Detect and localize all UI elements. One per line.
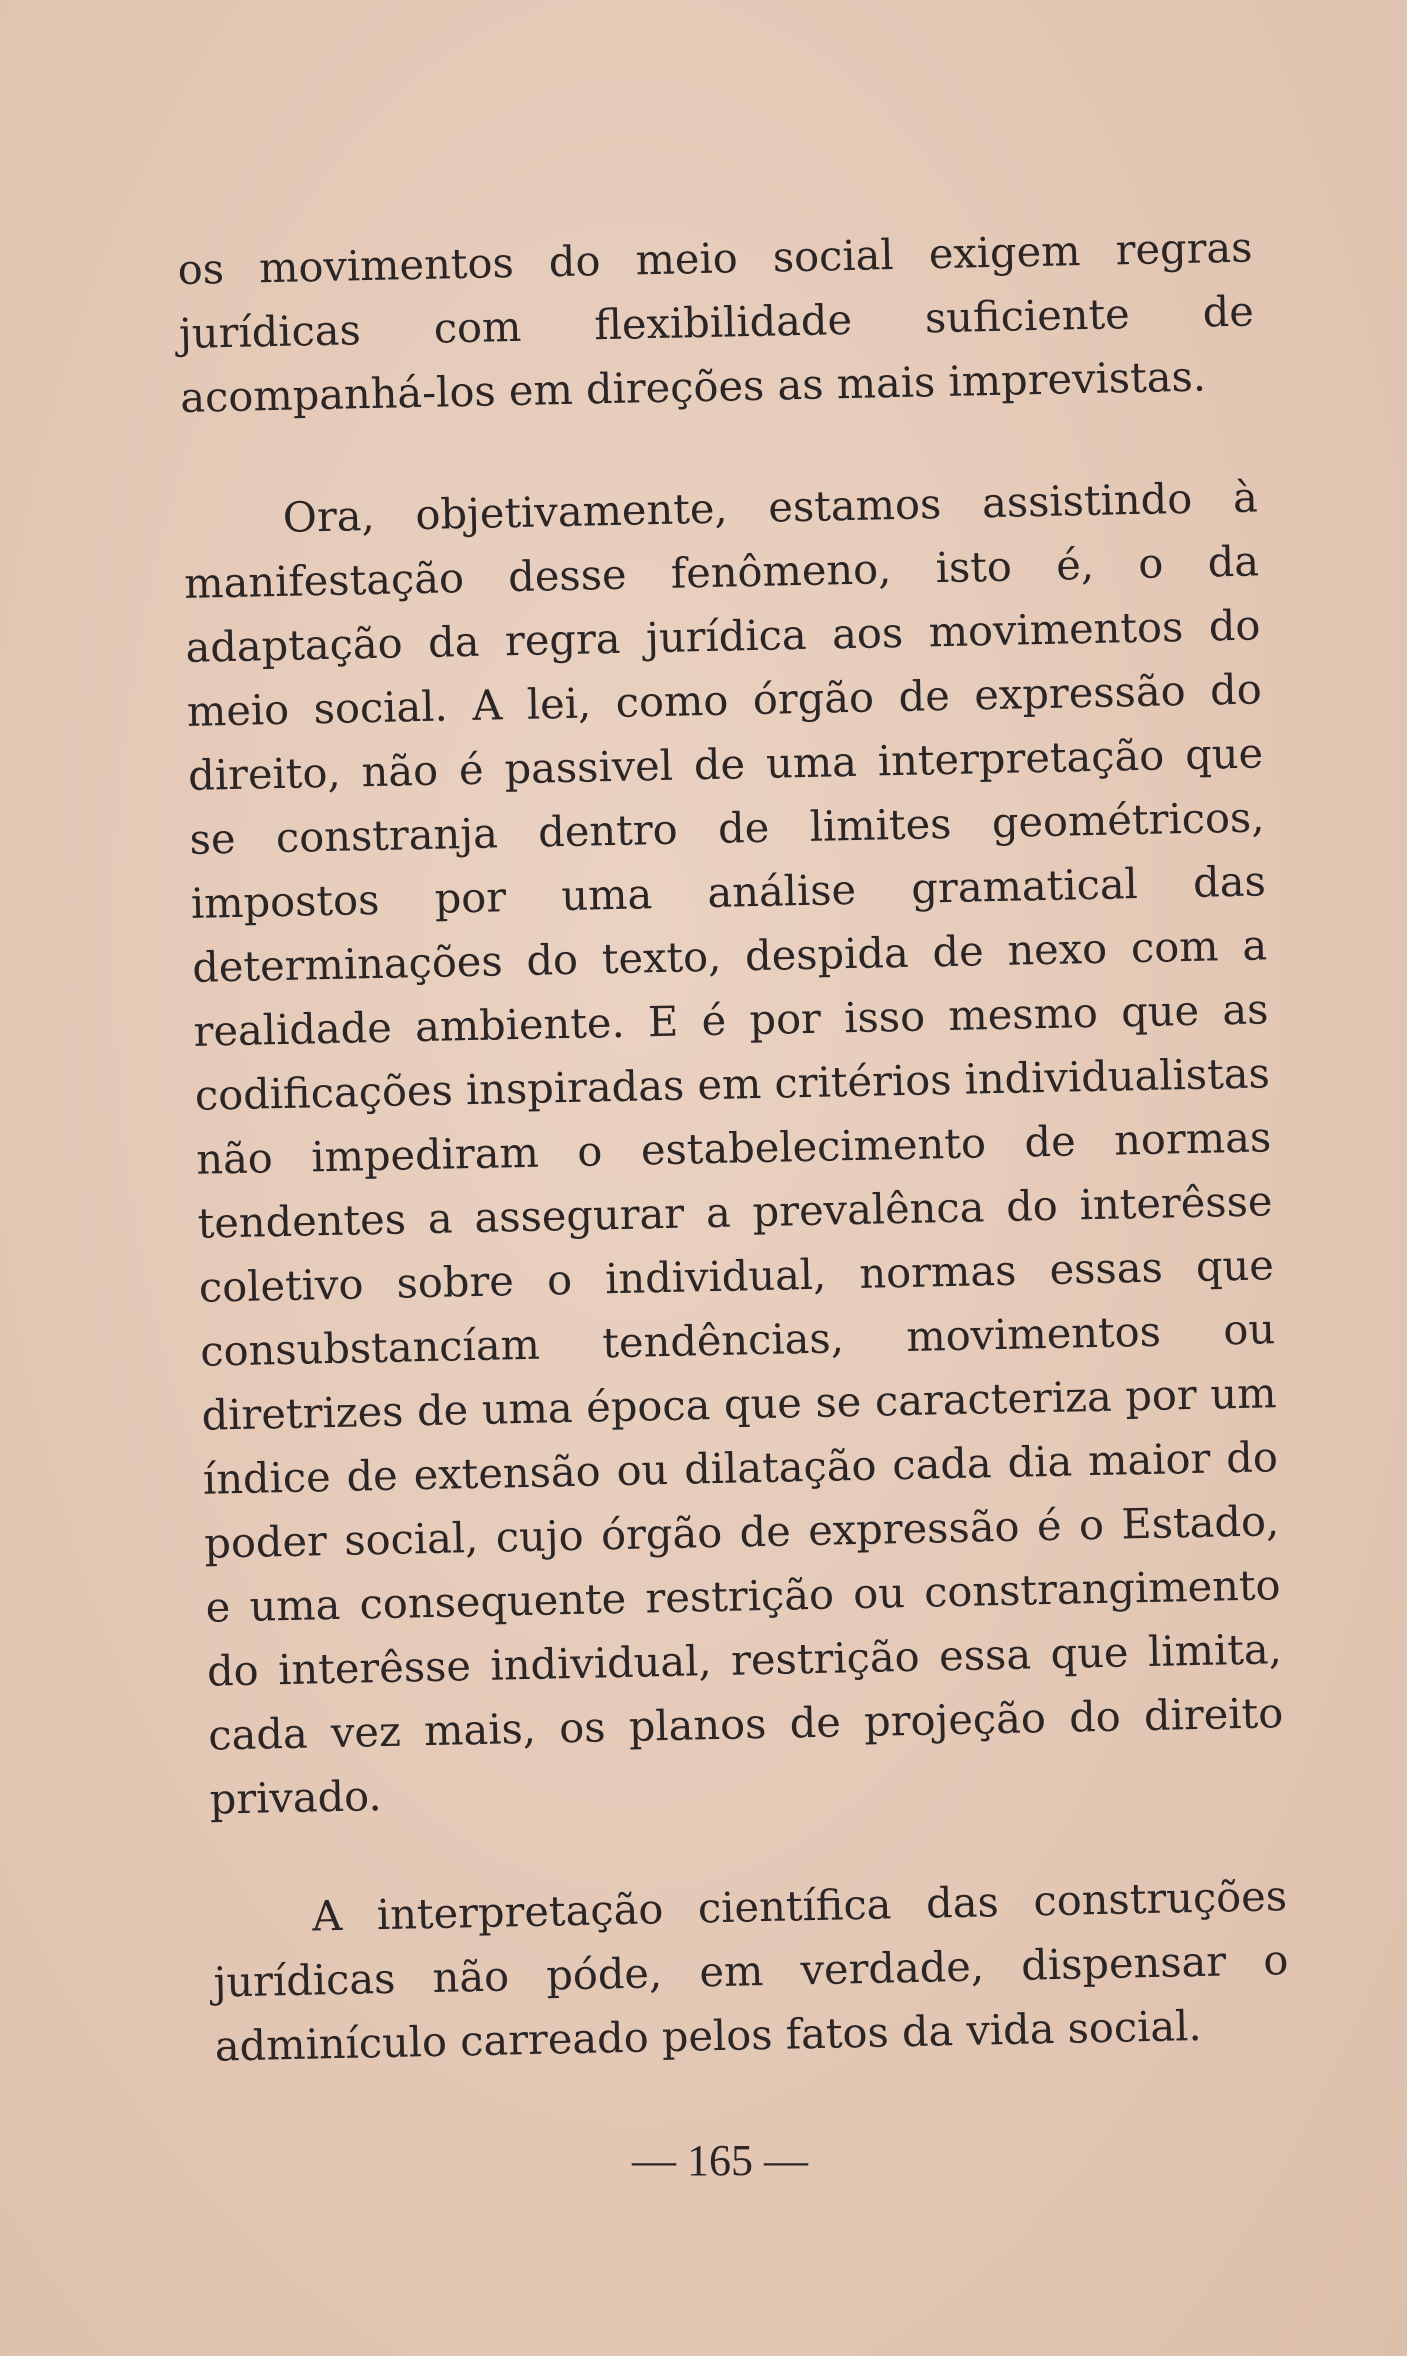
page-body <box>177 215 1290 2078</box>
paragraph-continuation: os movimentos do meio social exigem regras jurídicas com flexibilidade suficiente de acompanhá-los em direções as mais imprevistas. <box>177 222 1255 422</box>
paragraph-interpretation: A interpretação científica das construções jurídicas não póde, em verdade, dispensar o adminículo carreado pelos fatos da vida social. <box>213 1871 1289 2071</box>
page-number: — 165 — <box>632 2136 808 2185</box>
paragraph-adaptation: Ora, objetivamente, estamos assistindo à manifestação desse fenômeno, isto é, o da adaptação da regra jurídica aos movimentos do meio social. A lei, como órgão de expressão do direito, não é passivel de uma interpretação que se constranja dentro de limites geométricos, impostos por uma análise gramatical das determinações do texto, despida de nexo com a realidade ambiente. E é por isso mesmo que as codificações inspiradas em critérios individualistas não impediram o estabelecimento de normas tendentes a assegurar a prevalênca do interêsse coletivo sobre o individual, normas essas que consubstancíam tendências, movimentos ou diretrizes de uma época que se caracteriza por um índice de extensão ou dilatação cada dia maior do poder social, cujo órgão de expressão é o Estado, e uma consequente restrição ou constrangimento do interêsse individual, restrição essa que limita, cada vez mais, os planos de projeção do direito privado. <box>183 472 1284 1824</box>
